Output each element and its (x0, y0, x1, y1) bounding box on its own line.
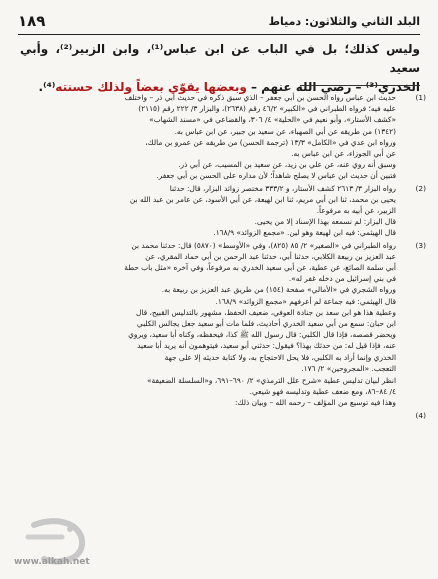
footnote-line: عنه، فإذا قيل له: من حدثك بهذا؟ فيقول: حدثني أبو سعيد، فيتوهمون أنه يريد أبا سعيد (137, 341, 396, 351)
main-text-line-1: وليس كذلك؛ بل في الباب عن ابن عباس⁽¹⁾، وابن الزبير⁽²⁾، وأبي سعيد (20, 42, 420, 75)
footnote-line: فتبين أن حديث ابن عباس لا يصلح شاهداً؛ لأن مداره على الحسن بن أبي جعفر. (156, 171, 396, 181)
page-header (18, 10, 420, 32)
footnote-line: وهذا فيه توسيع من المؤلف – رحمه الله – وبيان ذلك: (234, 398, 396, 408)
footnote-line: قال الهيثمي: فيه ابن لهيعة وهو لين. «مجمع الزوائد» ١٦٨/٩. (213, 228, 396, 238)
footnote-line: قال الهيثمي: فيه جماعة لم أعرفهم «مجمع الزوائد» ١٦٨/٩. (215, 296, 396, 306)
highlighted-phrase: وبعضها يقوّي بعضاً ولذلك حسنته (55, 80, 247, 94)
footnotes (20, 92, 426, 571)
footnote-line: وعطية هذا هو ابن سعد بن جنادة العوفي، ضعيف الحفظ، مشهور بالتدليس القبيح، قال (135, 307, 396, 317)
footnote-line: انظر لبيان تدليس عطية «شرح علل الترمذي» ٢/ ٦٩٠–٦٩١، و«السلسلة الضعيفة» (146, 376, 396, 386)
footnote-number: (2) (415, 183, 426, 193)
footnote-line: ورواه ابن عدي في «الكامل» ١٣/٣ (ترجمة الحسن) من طريقه عن عمرو بن مالك، (145, 137, 396, 147)
footnote (20, 92, 426, 182)
footnote-line: قال البزار: لم نسمعه بهذا الإسناد إلا من يحيى. (254, 217, 396, 227)
footnote-line: التعجب. «المجروحين» ٢/ ١٧٦. (301, 363, 396, 373)
footnote-line: ٤/ ٨٤–٨٦، ومع ضعف عطية وتدليسه فهو شيعي. (249, 387, 396, 397)
footnote-line: (١٣٤٢) من طريقه عن أبي الصهباء، عن سعيد بن جبير، عن ابن عباس به. (174, 126, 396, 136)
footnote-line: ورواه الشجري في «الأمالي» صفحة (١٥٤) من طريق عبد العزيز بن ربيعة به. (161, 285, 396, 295)
footnote-line: عليه فيه؛ فرواه الطبراني في «الكبير» ٤٦/٢ رقم (٢٦٣٨)، والبزار ٣/ ٢٢٢ رقم (٢١١٥) (138, 104, 396, 114)
footnote-line: يحيى بن محمد، ثنا ابن أبي مريم، ثنا ابن لهيعة، عن أبي الأسود، عن عامر بن عبد الله بن (129, 194, 396, 204)
footnote (20, 375, 426, 409)
footnote-line: عن أبي الجوزاء، عن ابن عباس به. (291, 149, 396, 159)
footnote-number: (4) (415, 410, 426, 420)
header-rule (18, 34, 420, 35)
page-number: ١٨٩ (18, 12, 46, 30)
footnote-line: «كشف الأستار»، وأبو نعيم في «الحلية» ٤/ ٣٠٦، والقضاعي في «مسند الشهاب» (149, 115, 396, 125)
footnote-line: رواه الطبراني في «الصغير» ٢/ ٨٥ (٨٢٥)، وفي «الأوسط» (٥٨٧٠) قال: حدثنا محمد بن (131, 240, 396, 250)
running-title: البلد الثاني والثلاثون: دمياط (268, 14, 420, 28)
footnote-line: رواه البزار ٣/ ٢٦١٣ كشف الأستار، و ٣٣٣/٢ مختصر زوائد البزار، قال: حدثنا (169, 183, 396, 193)
footnote-line: ابن حبان: سمع من أبي سعيد الخدري أحاديث، فلما مات أبو سعيد جعل يجالس الكلبي (136, 319, 396, 329)
footnote-number: (1) (415, 93, 426, 102)
watermark-text: www.alkah.net (14, 557, 90, 567)
watermark-logo (4, 515, 100, 571)
footnote-line: حديث ابن عباس رواه الحسن بن أبي جعفر – الذي سبق ذكره في حديث أبي ذر – واختلف (124, 93, 396, 102)
main-text-line-2-start: الخدري⁽³⁾ – رضي الله عنهم – (246, 80, 420, 94)
footnote-line: عبد العزيز بن ربيعة الكلابي، حدثنا أبي، حدثنا عبد الرحمن بن أبي حماد المقري، عن (145, 251, 396, 261)
footnote-line: الخدري وإنما أراد به الكلبي، فلا يحل الاحتجاج به، ولا كتابة حديثه إلا على جهة (164, 352, 396, 362)
footnote-line: الزبير، عن أبيه به مرفوعاً. (316, 206, 396, 216)
footnote (20, 240, 426, 374)
footnote (20, 183, 426, 239)
footnote-number: (3) (415, 240, 426, 250)
footnote-line: في بني إسرائيل من دخله غفر له». (288, 274, 396, 284)
footnote-line: ويحضر قصصه، فإذا قال الكلبي: قال رسول الله ﷺ كذا، فيحفظه، وكناه أبا سعيد، ويروي (128, 330, 396, 340)
main-text (20, 40, 420, 97)
footnote-line: وسبق أنه روي عنه، عن علي بن زيد، عن سعيد بن المسيب، عن أبي ذر. (178, 160, 396, 170)
footnote-line: أبي سلمة الصائغ، عن عطية، عن أبي سعيد الخدري به مرفوعاً، وفي آخره «مثل باب حطة (124, 263, 396, 273)
main-text-line-2-end: ⁽⁴⁾. (38, 80, 56, 94)
footnote-separator (300, 85, 420, 86)
